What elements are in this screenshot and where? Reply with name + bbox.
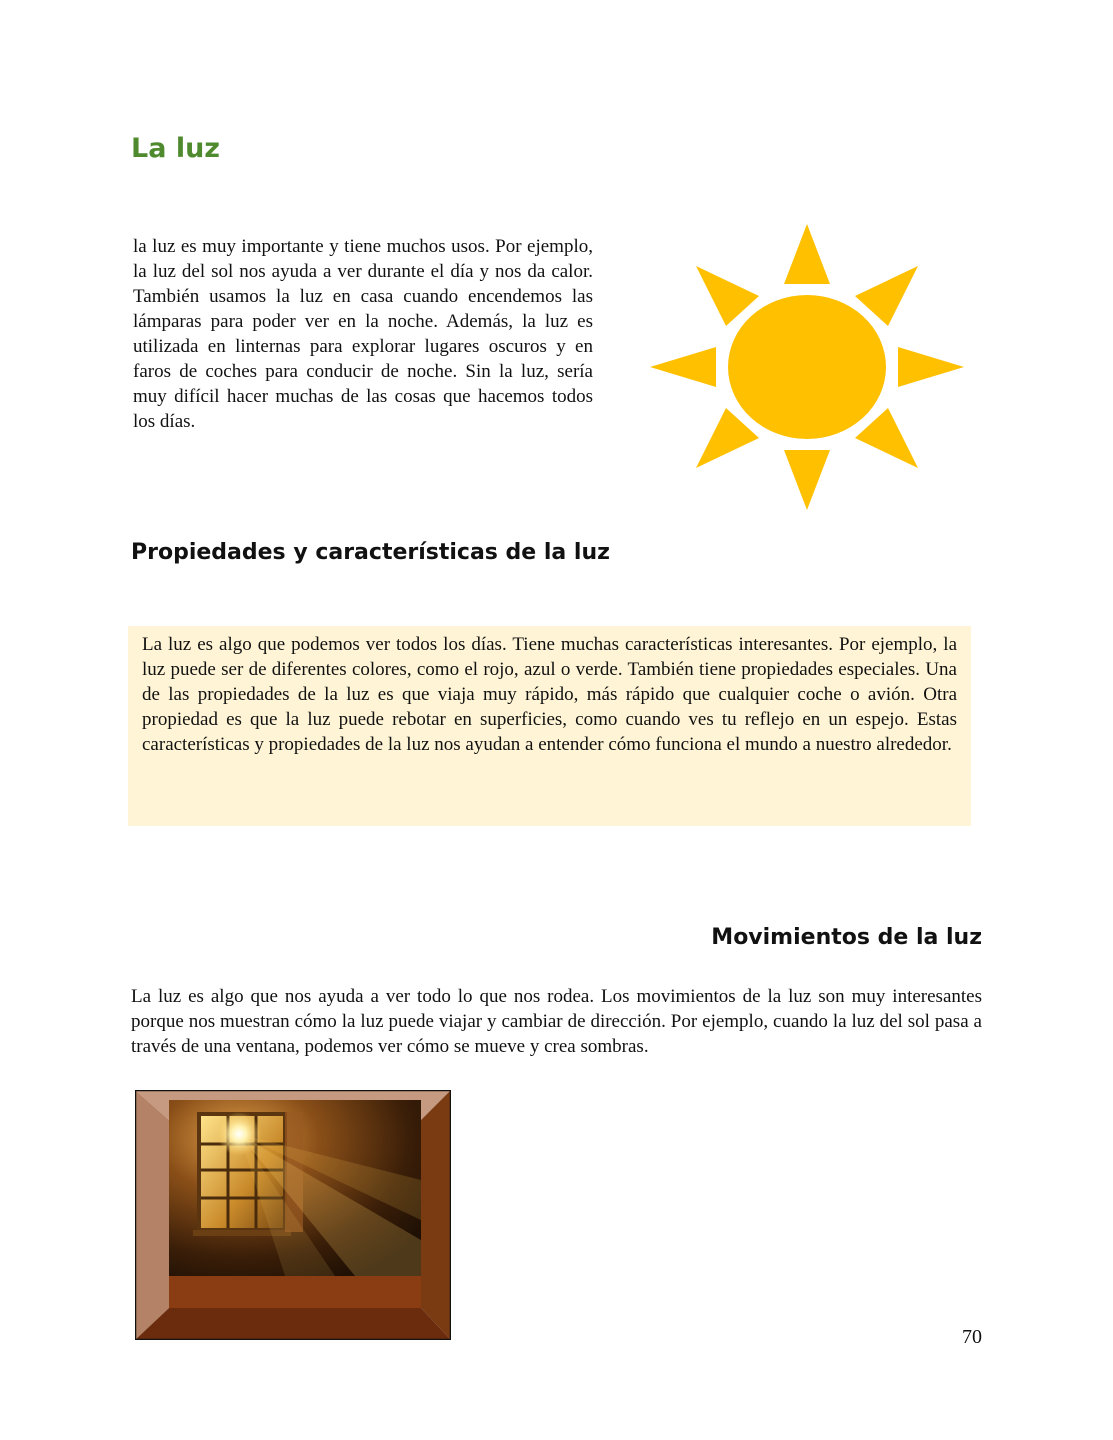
- window-light-picture: [135, 1090, 451, 1340]
- page-number: 70: [962, 1326, 982, 1348]
- movements-text: La luz es algo que nos ayuda a ver todo lo que nos rodea. Los movimientos de la luz son muy interesantes porque nos muestran cómo la luz puede viajar y cambiar de dirección. Por ejemplo, cuando la luz del sol pasa a través de una ventana, podemos ver cómo se mueve y crea sombras.: [131, 986, 982, 1057]
- movements-heading: Movimientos de la luz: [711, 925, 982, 950]
- page-title: La luz: [131, 133, 221, 164]
- properties-box: [128, 626, 971, 826]
- properties-heading: Propiedades y características de la luz: [131, 540, 610, 565]
- properties-text: La luz es algo que podemos ver todos los días. Tiene muchas características interesantes. Por ejemplo, la luz puede ser de diferentes colores, como el rojo, azul o verde. También tiene propiedades especiales. Una de las propiedades de la luz es que viaja muy rápido, más rápido que cualquier coche o avión. Otra propiedad es que la luz puede rebotar en superficies, como cuando ves tu reflejo en un espejo. Estas características y propiedades de la luz nos ayudan a entender cómo funciona el mundo a nuestro alrededor.: [142, 634, 957, 755]
- sun-icon: [648, 224, 966, 512]
- intro-paragraph: la luz es muy importante y tiene muchos usos. Por ejemplo, la luz del sol nos ayuda a ver durante el día y nos da calor. También usamos la luz en casa cuando encendemos las lámparas para poder ver en la noche. Además, la luz es utilizada en linternas para explorar lugares oscuros y en faros de coches para conducir de noche. Sin la luz, sería muy difícil hacer muchas de las cosas que hacemos todos los días.: [133, 236, 593, 432]
